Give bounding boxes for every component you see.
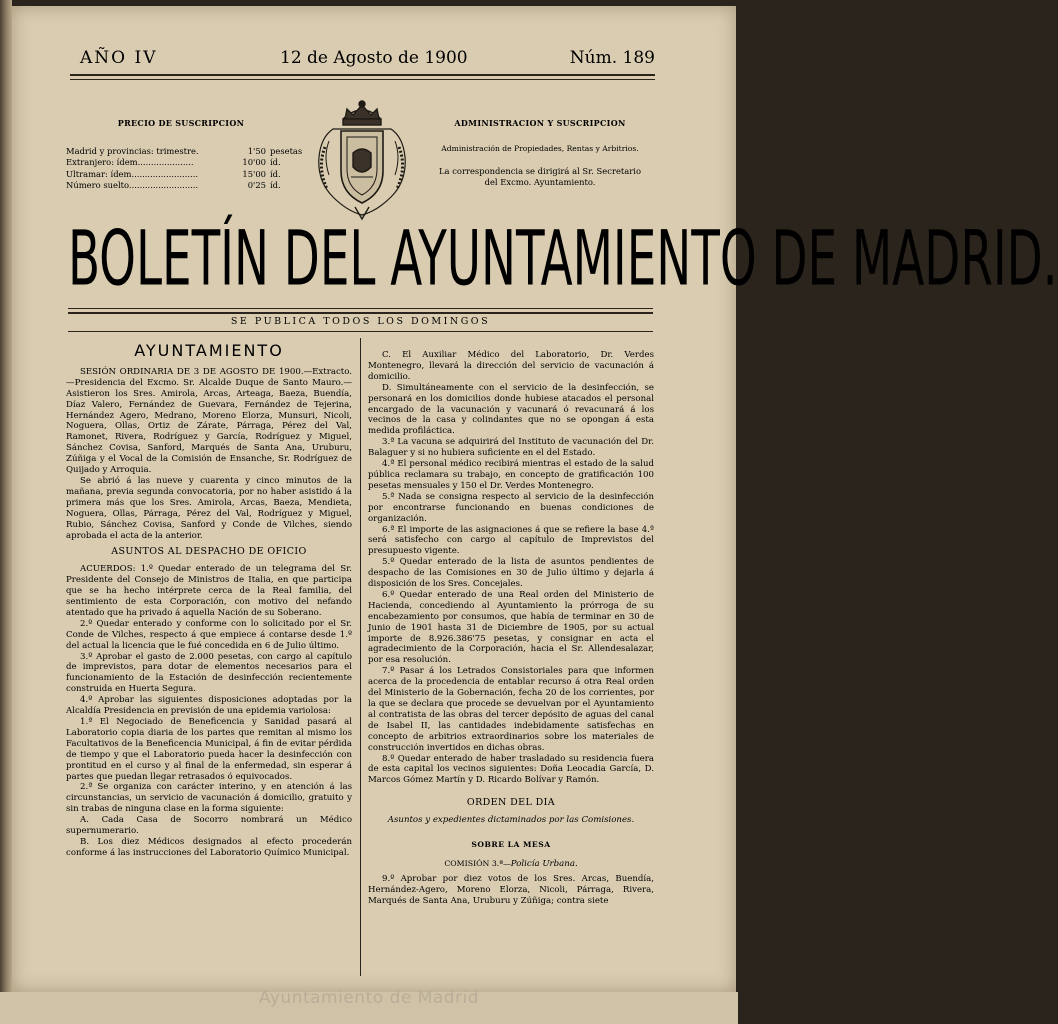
administration-title: ADMINISTRACION Y SUSCRIPCION	[454, 118, 626, 128]
order-of-day-subheading: Asuntos y expedientes dictaminados por las Comisiones.	[387, 815, 635, 826]
commission-number: COMISIÓN 3.ª—	[444, 858, 511, 868]
agreement-paragraph: 6.ª El importe de las asignaciones á que se refiere la base 4.ª será satisfecho con cargo al capítulo de Imprevistos del presupuesto vigente.	[368, 524, 654, 557]
commission-name: Policía Urbana.	[510, 858, 578, 869]
rate-unit: íd.	[270, 168, 281, 179]
agreement-paragraph: 7.º Pasar á los Letrados Consistoriales para que informen acerca de la procedencia de entablar recurso á otra Real orden del Ministerio de la Gobernación, fecha 20 de los corrientes, por la que se declara que procede se devuelvan por el Ayuntamiento al contratista de las obras del tercer depósito de aguas del canal de Isabel II, las cantidades indebidamente satisfechas en concepto de arbitrios extraordinarios sobre los materiales de construcción invertidos en dichas obras.	[368, 666, 654, 753]
agreement-paragraph: 6.º Quedar enterado de una Real orden del Ministerio de Hacienda, concediendo al Ayuntamiento la prórroga de su encabezamiento por consumos, que había de terminar en 30 de Junio de 1901 hasta 31 de Diciembre de 1905, por su actual importe de 8.926.386'75 pesetas, y consignar en acta el agradecimiento de la Corporación, hacia el Sr. Allendesalazar, por esa resolución.	[368, 589, 654, 666]
agreement-paragraph: 3.ª La vacuna se adquirirá del Instituto de vacunación del Dr. Balaguer y si no hubiera suficiente en el del Estado.	[368, 437, 654, 459]
agreement-paragraph: A. Cada Casa de Socorro nombrará un Médico supernumerario.	[66, 815, 352, 837]
subscription-title: PRECIO DE SUSCRIPCION	[117, 118, 245, 128]
right-column	[368, 350, 654, 907]
agreement-paragraph: 4.ª El personal médico recibirá mientras el estado de la salud pública reclamara su trabajo, en concepto de gratificación 100 pesetas mensuales y 150 el Dr. Verdes Montenegro.	[368, 459, 654, 491]
agreement-paragraph: 1.ª El Negociado de Beneficencia y Sanidad pasará al Laboratorio copia diaria de los partes que remitan al mismo los Facultativos de la Beneficencia Municipal, á fin de evitar pérdida de tiempo y que el Laboratorio pueda hacer la desinfección con prontitud en el curso y al final de la enfermedad, sin esperar á partes que puedan llegar retrasados ó equivocados.	[66, 717, 352, 782]
administration-box	[420, 118, 660, 188]
rate-row	[66, 180, 306, 192]
agreement-paragraph: 5.º Quedar enterado de la lista de asuntos pendientes de despacho de las Comisiones en 30 de Julio último y dejarla á disposición de los Sres. Concejales.	[368, 557, 654, 590]
rate-row	[66, 169, 306, 181]
opening-paragraph: Se abrió á las nueve y cuarenta y cinco minutos de la mañana, previa segunda convocatoria, por no haber asistido á la primera más que los Sres. Amirola, Arcas, Baeza, Mendieta, Noguera, Ollas, Párraga, Pérez del Val, Rodríguez y Miguel, Rubio, Sánchez Covisa, Sanford y Conde de Vilches, siendo aprobada el acta de la anterior.	[66, 475, 352, 541]
rate-unit: íd.	[270, 180, 281, 190]
table-heading: SOBRE LA MESA	[471, 840, 551, 850]
rate-row	[66, 146, 306, 158]
agreement-paragraph: ACUERDOS: 1.º Quedar enterado de un telegrama del Sr. Presidente del Consejo de Ministros de Italia, en que participa que se ha hecho intérprete cerca de la Real familia, del sentimiento de esta Corporación, con motivo del nefando atentado que ha privado á aquella Nación de su Soberano.	[66, 564, 352, 618]
session-paragraph: SESIÓN ORDINARIA DE 3 DE AGOSTO DE 1900.—Extracto.—Presidencia del Excmo. Sr. Alcalde Duque de Santo Mauro.—Asistieron los Sres. Amirola, Arcas, Arteaga, Baeza, Buendía, Díaz Valero, Fernández de Guevara, Fernández de Tejerina, Hernández Agero, Medrano, Moreno Elorza, Munsuri, Nicoli, Noguera, Ollas, Ortiz de Zárate, Párraga, Pérez del Val, Ramonet, Rivera, Rodríguez y García, Rodríguez y Miguel, Sánchez Covisa, Sanford, Marqués de Santa Ana, Uruburu, Zúñiga y el Vocal de la Comisión de Ensanche, Sr. Rodríguez de Quijado y Arroquia.	[66, 366, 352, 476]
header-rule	[70, 74, 655, 76]
column-divider	[360, 338, 361, 976]
commission-heading	[368, 859, 654, 870]
section-heading: AYUNTAMIENTO	[134, 341, 284, 360]
agreement-paragraph: 2.ª Se organiza con carácter interino, y en atención á las circunstancias, un servicio de vacunación á domicilio, gratuito y sin trabas de ninguna clase en la forma siguiente:	[66, 782, 352, 815]
issue-date: 12 de Agosto de 1900	[280, 48, 468, 68]
agreement-paragraph: B. Los diez Médicos designados al efecto procederán conforme á las instrucciones del Laboratorio Químico Municipal.	[66, 836, 352, 858]
agreement-paragraph: 5.ª Nada se consigna respecto al servicio de la desinfección por encontrarse funcionando en buenas condiciones de organización.	[368, 491, 654, 524]
agreement-paragraph: 8.º Quedar enterado de haber trasladado su residencia fuera de esta capital los vecinos siguientes: Doña Leocadia García, D. Marcos Gómez Martín y D. Ricardo Bolívar y Ramón.	[368, 753, 654, 786]
rate-label: Extranjero: ídem.....................	[66, 157, 194, 167]
rate-price: 1'50	[247, 145, 266, 156]
rate-label: Madrid y provincias: trimestre.	[66, 145, 199, 156]
archive-watermark: Ayuntamiento de Madrid	[258, 988, 480, 1008]
subsection-heading: ASUNTOS AL DESPACHO DE OFICIO	[111, 546, 307, 558]
rate-price: 10'00	[242, 157, 266, 167]
rate-row	[66, 157, 306, 169]
order-of-day-heading: ORDEN DEL DIA	[466, 797, 556, 809]
publication-frequency: SE PUBLICA TODOS LOS DOMINGOS	[230, 316, 491, 327]
agreement-paragraph: 3.º Aprobar el gasto de 2.000 pesetas, con cargo al capítulo de imprevistos, para dotar de elementos necesarios para el funcionamiento de la Estación de desinfección recientemente construida en Huerta Segura.	[66, 651, 352, 695]
newspaper-title: BOLETÍN DEL AYUNTAMIENTO DE MADRID.	[68, 216, 1058, 304]
issue-number: Núm. 189	[569, 48, 655, 68]
left-column	[66, 341, 352, 859]
header-rule-thin	[70, 79, 655, 80]
madrid-coat-of-arms-icon	[313, 97, 411, 223]
book-spine	[0, 0, 12, 1024]
rate-price: 0'25	[247, 180, 266, 190]
rate-label: Ultramar: ídem.........................	[66, 168, 199, 179]
agreement-paragraph: D. Simultáneamente con el servicio de la desinfección, se personará en los domicilios donde hubiese atacados el personal encargado de la vacunación y vacunará ó revacunará á los vecinos de la casa y colindantes que no se opongan á esta medida profiláctica.	[368, 382, 654, 437]
rate-unit: íd.	[270, 157, 281, 167]
title-rule-thin	[68, 308, 653, 309]
title-rule	[68, 312, 653, 314]
administration-note-1: La correspondencia se dirigirá al Sr. Secretario	[439, 166, 641, 176]
agreement-paragraph: 4.º Aprobar las siguientes disposiciones adoptadas por la Alcaldía Presidencia en previsión de una epidemia variolosa:	[66, 695, 352, 717]
agreement-paragraph: C. El Auxiliar Médico del Laboratorio, Dr. Verdes Montenegro, llevará la dirección del servicio de vacunación á domicilio.	[368, 350, 654, 382]
columns-top-rule	[68, 331, 653, 332]
agreement-paragraph: 2.º Quedar enterado y conforme con lo solicitado por el Sr. Conde de Vilches, respecto á que empiece á contarse desde 1.º del actual la licencia que le fué concedida en 6 de Julio último.	[66, 618, 352, 651]
rate-unit: pesetas	[270, 145, 303, 156]
subscription-box	[66, 118, 306, 192]
administration-note-2: del Excmo. Ayuntamiento.	[484, 177, 596, 187]
rate-label: Número suelto..........................	[66, 180, 199, 190]
administration-office: Administración de Propiedades, Rentas y Arbitrios.	[441, 144, 639, 153]
issue-year: AÑO IV	[80, 48, 158, 68]
agreement-paragraph: 9.º Aprobar por diez votos de los Sres. Arcas, Buendía, Hernández-Agero, Moreno Elorza, Nicoli, Párraga, Rivera, Marqués de Santa Ana, Uruburu y Zúñiga; contra siete	[368, 873, 654, 906]
rate-price: 15'00	[242, 168, 266, 179]
